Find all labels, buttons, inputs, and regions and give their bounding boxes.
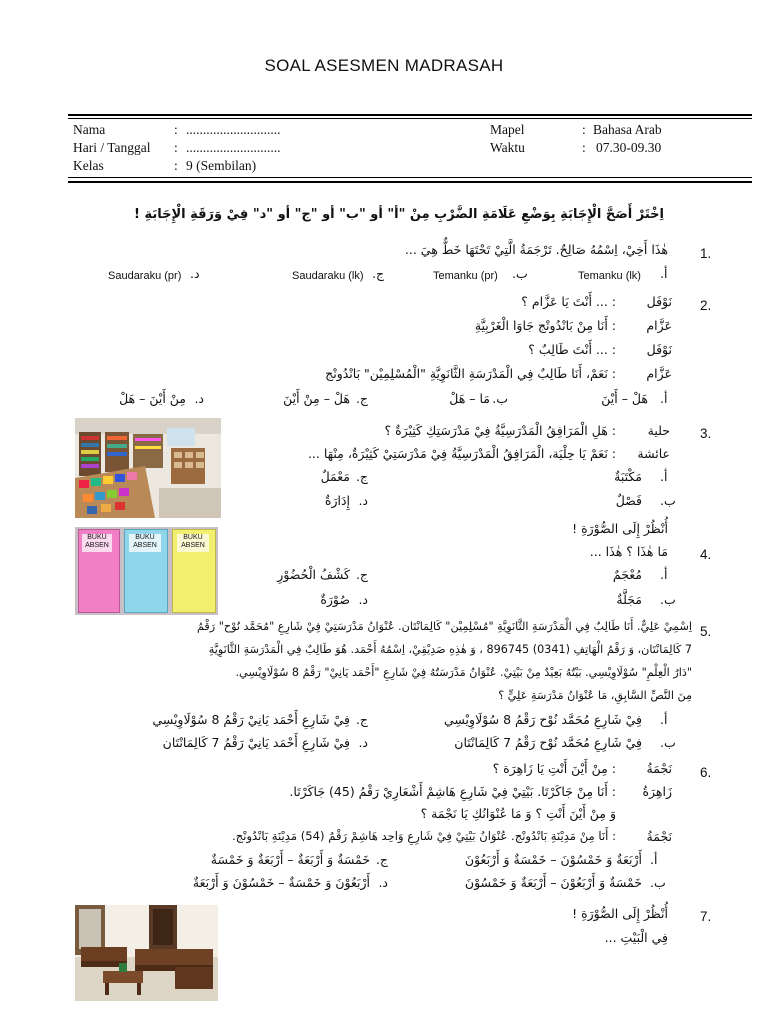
option-text[interactable]: خَمْسَةٌ وَ أَرْبَعُوْنَ – أَرْبَعَةٌ وَ خَمْسُوْنَ [464,875,642,890]
question-number: 2. [700,298,712,313]
question-text: مَا هٰذَا ؟ هٰذَا ... [589,544,668,559]
option-text[interactable]: صُوْرَةٌ [320,592,350,607]
option-letter[interactable]: د. [358,735,368,750]
option-text[interactable]: خَمْسَةٌ وَ أَرْبَعَةٌ – أَرْبَعَةٌ وَ خَمْسَةٌ [210,852,370,867]
field-value-kelas: 9 (Sembilan) [186,158,257,173]
field-value-nama[interactable]: ............................ [186,122,281,137]
option-text[interactable]: أَرْبَعَةٌ وَ خَمْسُوْنَ – خَمْسَةٌ وَ أَرْبَعُوْنَ [464,852,642,867]
option-letter[interactable]: ج. [375,852,388,867]
dialog-speaker: عَزَّام [646,366,672,381]
passage-line: "دَارُ الْعِلْمِ" سُوْلَاوِيْسِي. بَيْتُهُ بَعِيْدٌ مِنْ بَيْتِيْ. عُنْوَانُ مَدْرَسَتُهُ فِيْ شَارِعِ "أَحْمَد يَانِيْ" رَقْمُ 8 سُوْلَاوِيْسِي. [235,666,692,679]
option-text[interactable]: كَشْفُ الْحُضُوْرِ [277,567,350,582]
field-value-waktu: 07.30-09.30 [596,140,662,155]
question-number: 3. [700,426,712,441]
dialog-speaker: عائشة [637,446,670,461]
option-text[interactable]: فِيْ شَارِعِ أَحْمَد يَانِيْ رَقْمُ 7 كَالِمَانْتَان [162,735,350,750]
field-sep: : [582,140,586,155]
header-rule-bottom [68,177,752,178]
header-rule-top-thin [68,118,752,119]
option-letter[interactable]: د. [378,875,388,890]
book-label: BUKU ABSEN [82,534,112,552]
question-number: 6. [700,765,712,780]
option-letter[interactable]: د. [358,493,368,508]
dialog-speaker: نَوْفَل [646,342,672,357]
option-letter[interactable]: أ. [660,567,668,582]
question-number: 1. [700,246,712,261]
option-text[interactable]: Saudaraku (lk) [292,270,364,282]
option-text[interactable]: هَلْ – مِنْ أَيْنَ [283,391,350,406]
dialog-speaker: زَاهِرَةُ [642,784,672,799]
option-text[interactable]: فِيْ شَارِعِ أَحْمَد يَانِيْ رَقْمُ 8 سُوْلَاوِيْسِي [152,712,350,727]
field-value-mapel: Bahasa Arab [593,122,662,137]
book-label: BUKU ABSEN [129,534,161,552]
field-label-kelas: Kelas [73,158,104,173]
option-letter[interactable]: د. [190,266,200,281]
field-value-tanggal[interactable]: ............................ [186,140,281,155]
option-letter[interactable]: ب. [660,592,676,607]
field-label-waktu: Waktu [490,140,525,155]
library-image [75,418,221,518]
question-text: أُنْظُرْ إِلَى الصُّوْرَةِ ! [572,521,668,536]
option-text[interactable]: مَعْمَلٌ [320,469,350,484]
question-text: هٰذَا أَخِيْ، اِسْمُهُ صَالِحٌ. تَرْجَمَةُ الَّتِيْ تَحْتَهَا خَطٌّ هِيَ ... [404,242,668,257]
field-sep: : [582,122,586,137]
option-letter[interactable]: ب. [512,266,528,281]
option-text[interactable]: مِنْ أَيْنَ – هَلْ [119,391,186,406]
option-letter[interactable]: ب. [660,735,676,750]
option-text[interactable]: Saudaraku (pr) [108,270,182,282]
dialog-speaker: حلية [647,423,670,438]
dialog-text: : ... أَنْتَ يَا عَزَّام ؟ [521,294,616,309]
dialog-text: : نَعَمْ يَا حِلْيَة، الْمَرَافِقُ الْمَدْرَسِيَّةُ فِيْ مَدْرَسَتِيْ كَثِيْرَةٌ، مِنْهَا ... [307,446,616,461]
dialog-speaker: نَجْمَةُ [646,761,672,776]
dialog-text: : ... أَنْتَ طَالِبٌ ؟ [528,342,616,357]
question-number: 5. [700,624,712,639]
option-letter[interactable]: ج. [355,567,368,582]
option-text[interactable]: إِدَارَةٌ [324,493,350,508]
attendance-books-image [75,527,218,615]
dialog-speaker: نَجْمَةُ [646,829,672,844]
option-text[interactable]: فِيْ شَارِعِ مُحَمَّد نُوْح رَقْمُ 8 سُوْلَاوِيْسِي [443,712,642,727]
field-sep: : [174,140,178,155]
question-number: 4. [700,547,712,562]
option-letter[interactable]: أ. [650,852,658,867]
option-letter[interactable]: ج. [355,469,368,484]
dialog-text: : هَلِ الْمَرَافِقُ الْمَدْرَسِيَّةُ فِيْ مَدْرَسَتِكِ كَثِيْرَةٌ ؟ [384,423,616,438]
passage-line: مِنَ النَّصِّ السَّابِقِ، مَا عُنْوَانُ مَدْرَسَةِ عَلِيٍّ ؟ [498,689,692,702]
passage-line: 7 كَالِمَانْتَان، وَ رَقْمُ الْهَاتِفِ (0341) 896745 ، وَ هٰذِهِ صَدِيْقِيْ، اِسْمُهُ أَحْمَد. هُوَ طَالِبٌ فِي الْمَدْرَسَةِ الثَّانَوِيَّةِ [208,643,692,656]
field-label-nama: Nama [73,122,106,137]
header-rule-bottom-thick [68,181,752,183]
dialog-speaker: عَزَّام [646,318,672,333]
question-text: فِي الْبَيْتِ ... [604,930,668,945]
dialog-text: : مِنْ أَيْنَ أَنْتِ يَا زَاهِرَة ؟ [492,761,616,776]
dialog-text: : أَنَا مِنْ جَاكَرْتَا. بَيْتِيْ فِيْ شَارِعِ هَاشِمْ أَشْعَارِيْ رَقْمُ (45) جَاكَرْتَا. [289,784,616,799]
option-text[interactable]: Temanku (lk) [578,270,641,282]
option-letter[interactable]: ب. [492,391,508,406]
living-room-image [75,905,218,1001]
header-rule-top [68,114,752,116]
option-text[interactable]: فِيْ شَارِعِ مُحَمَّد نُوْح رَقْمُ 7 كَالِمَانْتَان [454,735,642,750]
option-letter[interactable]: د. [358,592,368,607]
option-text[interactable]: مَا – هَلْ [449,391,490,406]
option-letter[interactable]: ب. [660,493,676,508]
option-text[interactable]: مَكْتَبَةٌ [614,469,642,484]
dialog-text: : نَعَمْ، أَنَا طَالِبٌ فِي الْمَدْرَسَةِ الثَّانَوِيَّةِ "الْمُسْلِمِيْن" بَانْدُونْج [325,366,616,381]
question-text: أُنْظُرْ إِلَى الصُّوْرَةِ ! [572,906,668,921]
dialog-text: وَ مِنْ أَيْنَ أَنْتِ ؟ وَ مَا عُنْوَانُكِ يَا نَجْمَة ؟ [420,806,616,821]
book-label: BUKU ABSEN [177,534,209,552]
option-text[interactable]: مُعْجَمٌ [612,567,642,582]
page-title: SOAL ASESMEN MADRASAH [264,56,504,75]
option-letter[interactable]: أ. [660,266,668,281]
dialog-speaker: نَوْفَل [646,294,672,309]
option-letter[interactable]: ج. [355,391,368,406]
passage-line: اِسْمِيْ عَلِيٌّ. أَنَا طَالِبٌ فِي الْمَدْرَسَةِ الثَّانَوِيَّةِ "مُسْلِمِيْن" كَالِمَانْتَان. عُنْوَانُ مَدْرَسَتِيْ فِيْ شَارِعِ "مُحَمَّد نُوْح" رَقْمُ [196,620,692,633]
option-letter[interactable]: ج. [355,712,368,727]
option-letter[interactable]: ج. [372,266,385,281]
instruction: اِخْتَرْ أَصَحَّ الْإِجَابَةِ بِوَضْعِ عَلَامَةِ الضَّرْبِ مِنْ "أ" أو "ب" أو "ج" أو "د" فِيْ وَرَقَةِ الْإِجَابَةِ ! [134,207,664,222]
option-text[interactable]: مَجَلَّةٌ [616,592,642,607]
option-text[interactable]: أَرْبَعُوْنَ وَ خَمْسَةٌ – خَمْسُوْنَ وَ أَرْبَعَةٌ [192,875,370,890]
option-text[interactable]: هَلْ – أَيْنَ [601,391,648,406]
option-letter[interactable]: أ. [660,469,668,484]
dialog-text: : أَنَا مِنْ بَانْدُونْج جَاوَا الْغَرْبِيَّةِ [474,318,616,333]
option-letter[interactable]: أ. [660,712,668,727]
field-sep: : [174,158,178,173]
option-letter[interactable]: د. [194,391,204,406]
option-letter[interactable]: أ. [660,391,668,406]
field-label-tanggal: Hari / Tanggal [73,140,151,155]
option-letter[interactable]: ب. [650,875,666,890]
question-number: 7. [700,909,712,924]
option-text[interactable]: فَصْلٌ [615,493,642,508]
dialog-text: : أَنَا مِنْ مَدِيْنَةِ بَانْدُونْج. عُنْوَانُ بَيْتِيْ فِيْ شَارِعِ وَاحِد هَاشِمْ رَقْمُ (54) مَدِيْنَةِ بَانْدُونْج. [232,829,616,843]
option-text[interactable]: Temanku (pr) [433,270,498,282]
field-label-mapel: Mapel [490,122,525,137]
field-sep: : [174,122,178,137]
